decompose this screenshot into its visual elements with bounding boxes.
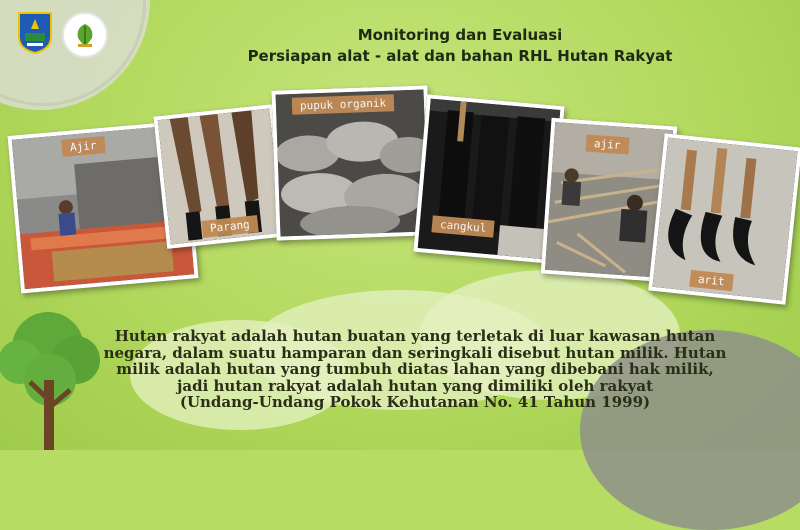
tag-arit: arit [689,270,733,291]
page-title: Monitoring dan Evaluasi [357,26,563,44]
regional-emblem-icon [14,12,56,54]
tree-illustration [0,300,110,450]
tag-pupuk-organik: pupuk organik [292,94,395,115]
tag-cangkul: cangkul [431,215,495,237]
tag-ajir-bamboo: ajir [585,135,629,155]
body-line: jadi hutan rakyat adalah hutan yang dimiliki oleh rakyat [176,376,654,395]
body-line: milik adalah hutan yang tumbuh diatas lahan yang dibebani hak milik, [116,360,714,378]
tag-parang: Parang [201,215,258,238]
body-citation: (Undang-Undang Pokok Kehutanan No. 41 Tahun 1999) [179,393,651,411]
leaf-logo-icon [62,12,108,58]
page-subtitle: Persiapan alat - alat dan bahan RHL Hutan Rakyat [247,47,673,65]
photo-cangkul [413,94,564,263]
body-line: Hutan rakyat adalah hutan buatan yang terletak di luar kawasan hutan [114,327,716,345]
tag-ajir: Ajir [61,136,105,157]
body-line: negara, dalam suatu hamparan dan seringkali disebut hutan milik. Hutan [103,343,727,362]
body-paragraph [100,328,730,411]
